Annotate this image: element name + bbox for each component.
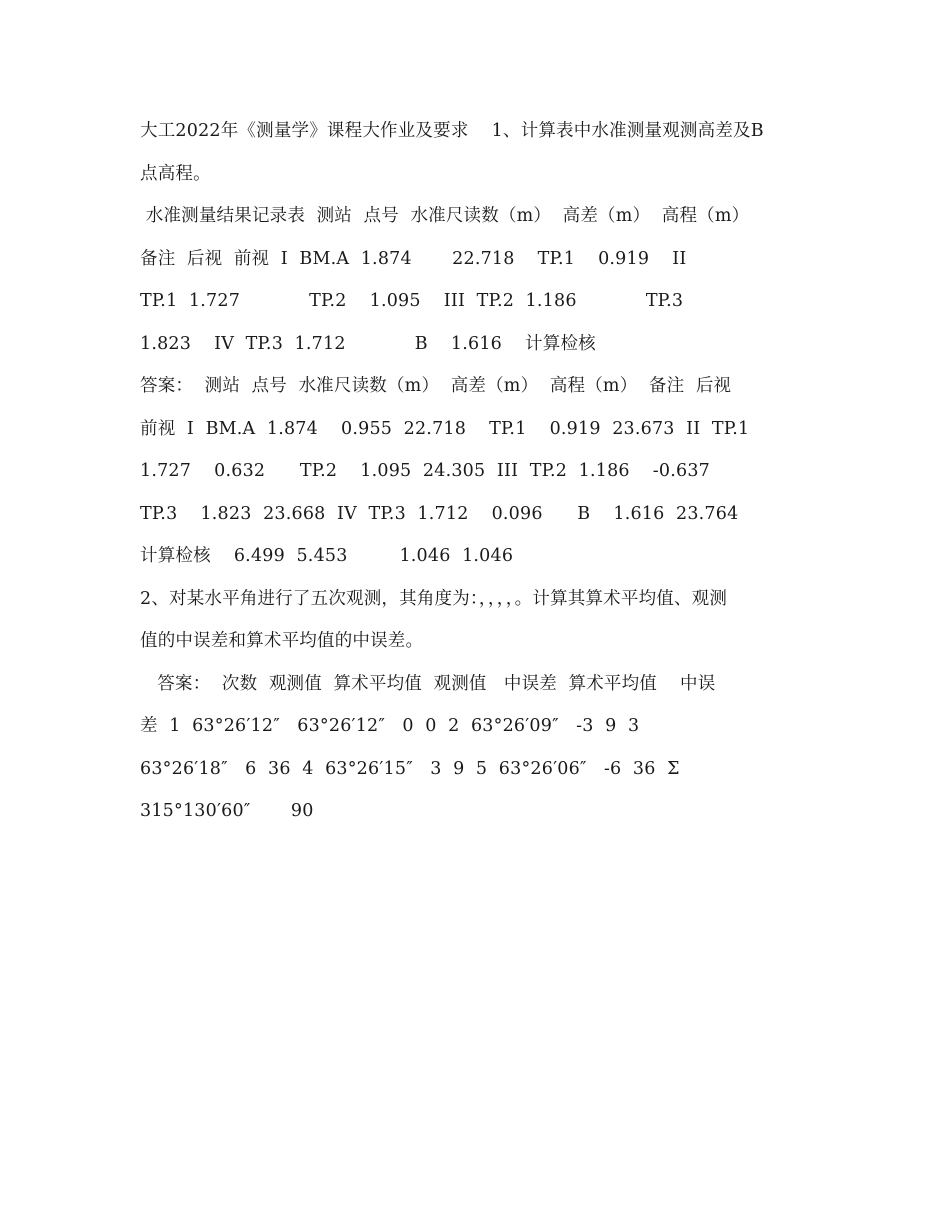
text-line: 答案： 次数 观测值 算术平均值 观测值 中误差 算术平均值 中误 — [140, 673, 716, 694]
text-line: 计算检核 6.499 5.453 1.046 1.046 — [140, 546, 514, 566]
text-line: 2、对某水平角进行了五次观测，其角度为：，，，，。计算其算术平均值、观测 — [140, 588, 728, 609]
text-line: 大工2022年《测量学》课程大作业及要求 1、计算表中水准测量观测高差及B — [140, 121, 764, 141]
text-line: 63°26′18″ 6 36 4 63°26′15″ 3 9 5 63°26′06″ -6 36 Σ — [140, 758, 680, 779]
text-line: 前视 I BM.A 1.874 0.955 22.718 TP.1 0.919 23.673 II TP.1 — [140, 418, 750, 439]
document-body — [140, 110, 820, 833]
text-line: TP.1 1.727 TP.2 1.095 III TP.2 1.186 TP.3 — [140, 291, 684, 311]
text-line: 1.823 IV TP.3 1.712 B 1.616 计算检核 — [140, 333, 596, 354]
text-line: 差 1 63°26′12″ 63°26′12″ 0 0 2 63°26′09″ -3 9 3 — [140, 716, 640, 736]
text-line: 答案： 测站 点号 水准尺读数（m） 高差（m） 高程（m） 备注 后视 — [140, 376, 732, 396]
text-line: TP.3 1.823 23.668 IV TP.3 1.712 0.096 B 1.616 23.764 — [140, 503, 739, 524]
text-line: 1.727 0.632 TP.2 1.095 24.305 III TP.2 1.186 -0.637 — [140, 461, 711, 481]
text-line: 315°130′60″ 90 — [140, 801, 314, 821]
text-line: 水准测量结果记录表 测站 点号 水准尺读数（m） 高差（m） 高程（m） — [140, 206, 750, 226]
text-line: 值的中误差和算术平均值的中误差。 — [140, 631, 424, 651]
text-line: 点高程。 — [140, 163, 211, 184]
text-line: 备注 后视 前视 I BM.A 1.874 22.718 TP.1 0.919 II — [140, 248, 687, 269]
